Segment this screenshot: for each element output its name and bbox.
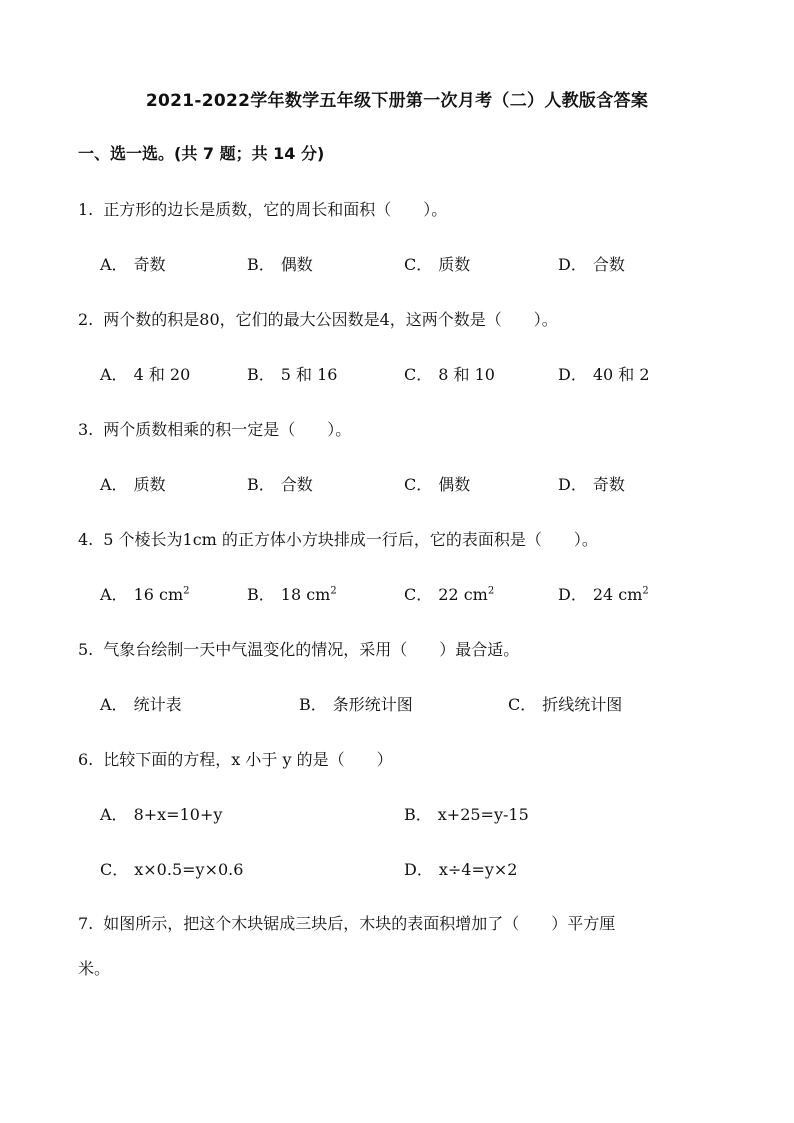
option-text: 18 cm <box>280 585 331 604</box>
option-letter: D． <box>558 475 587 494</box>
option-text: x×0.5=y×0.6 <box>134 860 244 879</box>
option-text: x+25=y-15 <box>437 805 529 824</box>
q1-option-c[interactable] <box>404 252 470 275</box>
option-letter: C． <box>404 585 433 604</box>
option-text: 16 cm <box>133 585 184 604</box>
q5-option-a[interactable] <box>100 692 182 715</box>
q5-option-b[interactable] <box>299 692 413 715</box>
q4-option-d[interactable] <box>558 582 649 605</box>
q6-option-c[interactable] <box>100 857 243 880</box>
question-text: 两个质数相乘的积一定是（ ）。 <box>103 420 352 439</box>
q2-option-c[interactable] <box>404 362 495 385</box>
option-text: 折线统计图 <box>542 695 623 714</box>
q4-option-c[interactable] <box>404 582 494 605</box>
option-letter: A． <box>100 805 128 824</box>
question-number: 2. <box>78 310 94 329</box>
q4-option-b[interactable] <box>247 582 337 605</box>
option-text: 5 和 16 <box>280 365 338 384</box>
option-letter: D． <box>558 365 587 384</box>
option-text: 22 cm <box>438 585 488 604</box>
question-4 <box>78 527 598 550</box>
option-letter: B． <box>247 365 275 384</box>
option-letter: D． <box>404 860 433 879</box>
option-text: x÷4=y×2 <box>438 860 518 879</box>
option-superscript: 2 <box>330 585 337 597</box>
q3-option-a[interactable] <box>100 472 166 495</box>
option-letter: A． <box>100 255 128 274</box>
question-7 <box>78 911 615 934</box>
q6-option-a[interactable] <box>100 802 222 825</box>
q4-option-a[interactable] <box>100 582 190 605</box>
option-letter: B． <box>404 805 432 824</box>
q1-option-a[interactable] <box>100 252 166 275</box>
option-superscript: 2 <box>642 585 649 597</box>
q1-option-b[interactable] <box>247 252 313 275</box>
option-letter: C． <box>100 860 129 879</box>
question-text: 比较下面的方程，x 小于 y 的是（ ） <box>103 750 393 769</box>
q2-option-d[interactable] <box>558 362 650 385</box>
option-text: 8 和 10 <box>438 365 495 384</box>
question-text: 气象台绘制一天中气温变化的情况，采用（ ）最合适。 <box>103 640 520 659</box>
option-superscript: 2 <box>487 585 495 597</box>
question-number: 4. <box>78 530 94 549</box>
option-text: 质数 <box>438 255 471 274</box>
option-text: 4 和 20 <box>133 365 191 384</box>
option-text: 40 和 2 <box>592 365 650 384</box>
option-letter: C． <box>508 695 537 714</box>
q5-option-c[interactable] <box>508 692 622 715</box>
option-letter: B． <box>247 585 275 604</box>
option-letter: A． <box>100 365 128 384</box>
question-7-continuation: 米。 <box>78 959 111 978</box>
question-number: 1. <box>78 200 94 219</box>
q6-option-b[interactable] <box>404 802 529 825</box>
option-text: 统计表 <box>133 695 182 714</box>
option-text: 偶数 <box>280 255 313 274</box>
option-superscript: 2 <box>183 585 190 597</box>
question-number: 7. <box>78 914 94 933</box>
option-text: 条形统计图 <box>332 695 413 714</box>
option-text: 合数 <box>280 475 313 494</box>
option-text: 质数 <box>133 475 166 494</box>
option-letter: A． <box>100 585 128 604</box>
option-letter: C． <box>404 475 433 494</box>
question-text: 两个数的积是80，它们的最大公因数是4，这两个数是（ ）。 <box>103 310 558 329</box>
q3-option-b[interactable] <box>247 472 313 495</box>
section-heading: 一、选一选。(共 7 题；共 14 分) <box>78 144 325 163</box>
option-text: 奇数 <box>133 255 166 274</box>
question-text: 如图所示，把这个木块锯成三块后，木块的表面积增加了（ ）平方厘 <box>103 914 616 933</box>
page-title: 2021-2022学年数学五年级下册第一次月考（二）人教版含答案 <box>145 91 649 111</box>
question-3 <box>78 417 351 440</box>
q2-option-a[interactable] <box>100 362 190 385</box>
question-number: 5. <box>78 640 94 659</box>
q3-option-d[interactable] <box>558 472 625 495</box>
question-text: 正方形的边长是质数，它的周长和面积（ ）。 <box>103 200 448 219</box>
option-text: 24 cm <box>592 585 643 604</box>
q3-option-c[interactable] <box>404 472 470 495</box>
question-number: 6. <box>78 750 94 769</box>
question-5 <box>78 637 519 660</box>
option-text: 奇数 <box>592 475 625 494</box>
question-1 <box>78 197 447 220</box>
q1-option-d[interactable] <box>558 252 625 275</box>
option-text: 8+x=10+y <box>133 805 223 824</box>
option-text: 偶数 <box>438 475 471 494</box>
option-letter: D． <box>558 255 587 274</box>
option-letter: B． <box>247 255 275 274</box>
q2-option-b[interactable] <box>247 362 337 385</box>
option-letter: D． <box>558 585 587 604</box>
option-letter: B． <box>247 475 275 494</box>
option-letter: C． <box>404 365 433 384</box>
option-letter: A． <box>100 475 128 494</box>
question-number: 3. <box>78 420 94 439</box>
question-6 <box>78 747 393 770</box>
question-2 <box>78 307 558 330</box>
option-letter: A． <box>100 695 128 714</box>
option-text: 合数 <box>592 255 625 274</box>
q6-option-d[interactable] <box>404 857 517 880</box>
question-text: 5 个棱长为1cm 的正方体小方块排成一行后，它的表面积是（ ）。 <box>103 530 598 549</box>
option-letter: B． <box>299 695 327 714</box>
option-letter: C． <box>404 255 433 274</box>
